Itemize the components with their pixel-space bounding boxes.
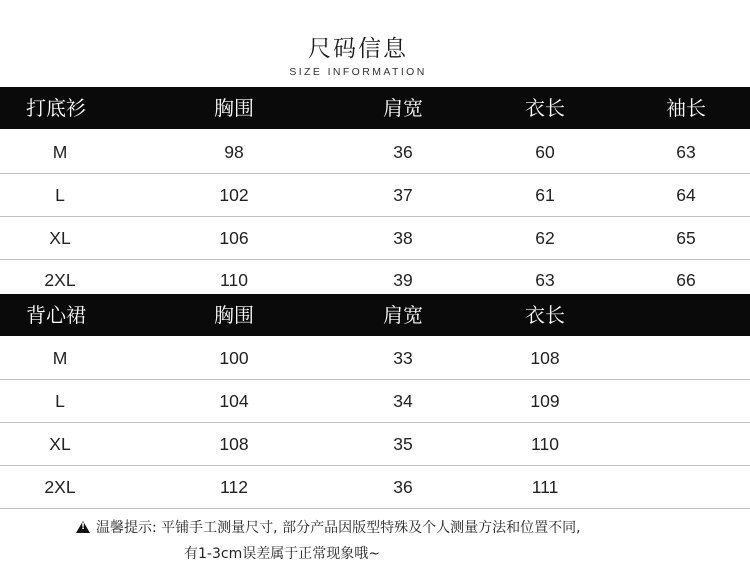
sleeve-cell: 65 xyxy=(676,228,696,248)
table2-col-shoulder: 肩宽 xyxy=(383,303,423,327)
page-subtitle: SIZE INFORMATION xyxy=(289,66,427,78)
size-cell: 2XL xyxy=(44,270,76,290)
table2-col-label: 背心裙 xyxy=(26,303,86,327)
length-cell: 110 xyxy=(531,434,559,454)
shoulder-cell: 33 xyxy=(393,348,413,368)
bust-cell: 104 xyxy=(219,391,249,411)
table-row xyxy=(0,423,750,466)
shoulder-cell: 34 xyxy=(393,391,413,411)
shoulder-cell: 39 xyxy=(393,270,413,290)
warning-icon xyxy=(76,521,90,533)
bust-cell: 108 xyxy=(219,434,249,454)
length-cell: 60 xyxy=(535,142,555,162)
table-row xyxy=(0,337,750,380)
bust-cell: 112 xyxy=(220,477,248,497)
bust-cell: 102 xyxy=(219,185,249,205)
table1-col-shoulder: 肩宽 xyxy=(383,96,423,120)
size-cell: XL xyxy=(49,228,71,248)
sleeve-cell: 63 xyxy=(676,142,696,162)
shoulder-cell: 37 xyxy=(393,185,413,205)
bust-cell: 98 xyxy=(224,142,244,162)
size-cell: L xyxy=(55,185,65,205)
shoulder-cell: 38 xyxy=(393,228,413,248)
table1-col-length: 衣长 xyxy=(525,96,565,120)
shoulder-cell: 36 xyxy=(393,477,413,497)
bust-cell: 106 xyxy=(219,228,249,248)
length-cell: 61 xyxy=(535,185,555,205)
sleeve-cell: 66 xyxy=(676,270,696,290)
measurement-note xyxy=(76,515,581,567)
table2-header-band xyxy=(0,294,750,336)
table1-col-sleeve: 袖长 xyxy=(666,96,706,120)
length-cell: 111 xyxy=(531,477,559,497)
bust-cell: 110 xyxy=(220,270,248,290)
note-line-2: 有1-3cm误差属于正常现象哦~ xyxy=(184,546,380,562)
table1-header-band xyxy=(0,87,750,129)
table-row xyxy=(0,217,750,260)
table2-col-length: 衣长 xyxy=(525,303,565,327)
length-cell: 109 xyxy=(530,391,560,411)
table-row xyxy=(0,466,750,509)
size-cell: XL xyxy=(49,434,71,454)
bust-cell: 100 xyxy=(219,348,249,368)
shoulder-cell: 36 xyxy=(393,142,413,162)
table1-col-bust: 胸围 xyxy=(214,96,254,120)
table-row xyxy=(0,174,750,217)
shoulder-cell: 35 xyxy=(393,434,413,454)
page-title: 尺码信息 xyxy=(308,36,408,62)
table-row xyxy=(0,380,750,423)
size-cell: L xyxy=(55,391,65,411)
length-cell: 62 xyxy=(535,228,555,248)
sleeve-cell: 64 xyxy=(676,185,696,205)
size-cell: M xyxy=(52,348,68,368)
size-cell: M xyxy=(52,142,68,162)
table2-col-bust: 胸围 xyxy=(214,303,254,327)
table-row xyxy=(0,131,750,174)
size-cell: 2XL xyxy=(44,477,76,497)
note-line-1: 温馨提示: 平铺手工测量尺寸, 部分产品因版型特殊及个人测量方法和位置不同, xyxy=(96,520,581,536)
length-cell: 108 xyxy=(530,348,560,368)
length-cell: 63 xyxy=(535,270,555,290)
table1-col-label: 打底衫 xyxy=(26,96,86,120)
